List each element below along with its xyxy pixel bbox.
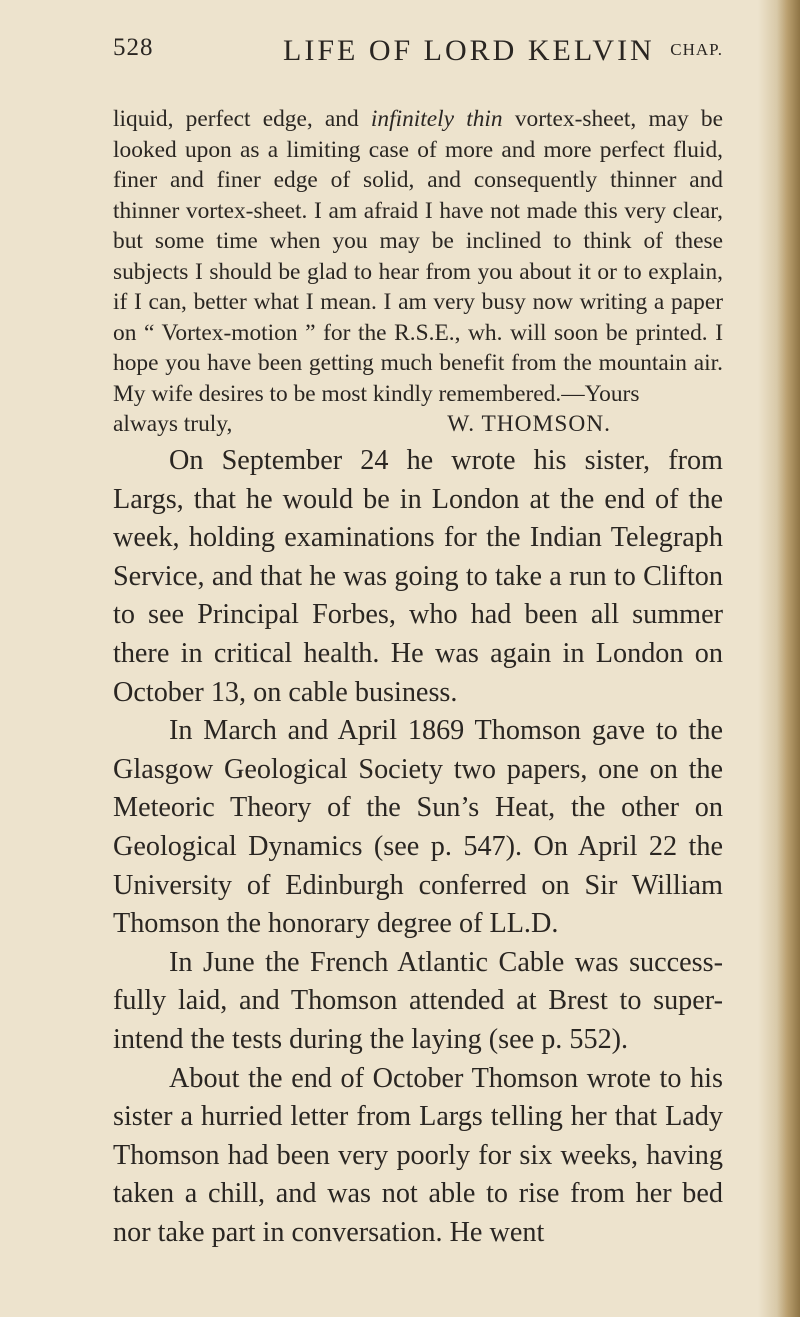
letter-text-start: liquid, perfect edge, and	[113, 106, 371, 132]
paragraph-september: On September 24 he wrote his sister, from Largs, that he would be in London at the end of the week, holding examinations for the Indian Telegraph Service, and that he was going to take a run to Clifton to see Principal Forbes, who had been all summer there in critical health. He was again in London on October 13, on cable business.	[113, 445, 723, 708]
letter-signature: W. THOMSON.	[447, 411, 611, 437]
paragraph-october: About the end of October Thomson wrote to his sister a hurried letter from Largs telling her that Lady Thomson had been very poorly for six weeks, having taken a chill, and was not able to rise from her bed nor take part in conversation. He went	[113, 1062, 723, 1248]
chapter-label: CHAP.	[670, 40, 723, 59]
running-header	[113, 34, 723, 78]
letter-text-rest: vortex-sheet, may be looked upon as a limiting case of more and more perfect fluid, finer and finer edge of solid, and consequently thinner and thinner vortex-sheet. I am afraid I have not made this very clear, but some time when you may be inclined to think of these subjects I should be glad to hear from you about it or to explain, if I can, better what I mean. I am very busy now writing a paper on “ Vortex-motion ” for the R.S.E., wh. will soon be printed. I hope you have been getting much benefit from the mountain air. My wife desires to be most kindly remembered.—Yours	[113, 106, 723, 407]
letter-excerpt	[113, 104, 723, 440]
paragraph-march-april: In March and April 1869 Thomson gave to the Glasgow Geological Society two papers, one on the Meteoric Theory of the Sun’s Heat, the other on Geological Dynamics (see p. 547). On April 22 the University of Edinburgh conferred on Sir William Thomson the honorary degree of LL.D.	[113, 715, 723, 940]
page-number: 528	[113, 34, 154, 61]
narrative-text	[113, 442, 723, 1252]
running-title: LIFE OF LORD KELVIN	[283, 34, 655, 67]
letter-closing: always truly,	[113, 411, 233, 437]
paragraph-june: In June the French Atlantic Cable was success-fully laid, and Thomson attended at Brest to super-intend the tests during the laying (see p. 552).	[113, 946, 723, 1055]
letter-signoff	[113, 409, 723, 440]
letter-italic-phrase: infinitely thin	[370, 106, 503, 132]
letter-body	[113, 104, 723, 409]
page-edge-shadow	[758, 0, 800, 1317]
